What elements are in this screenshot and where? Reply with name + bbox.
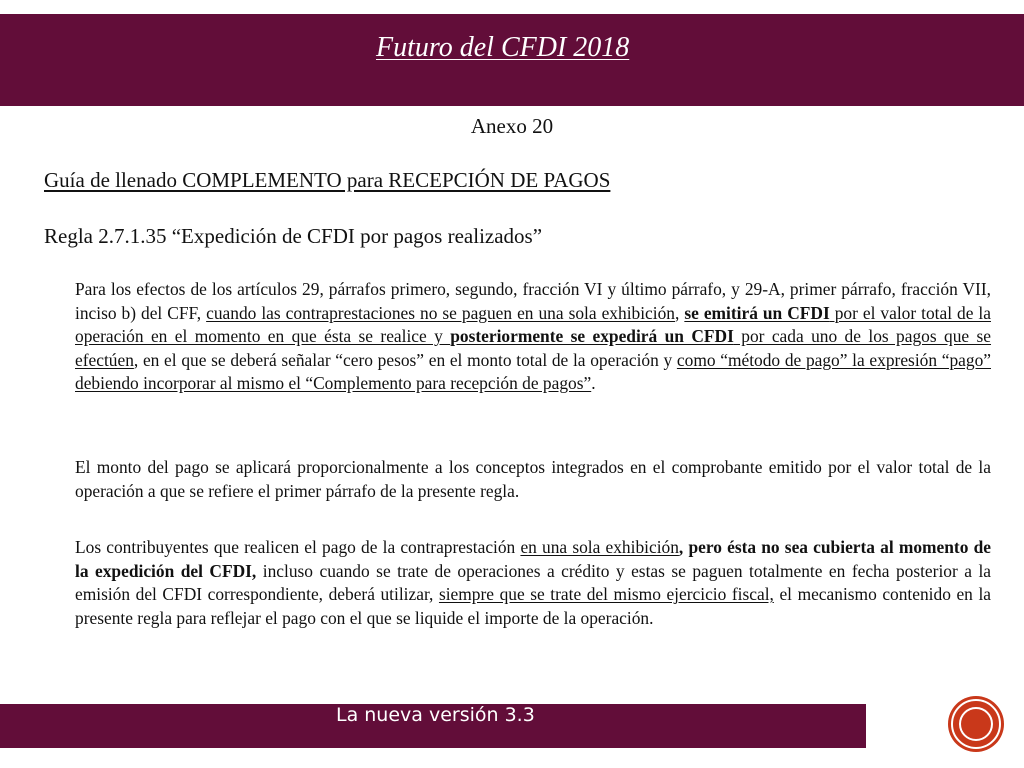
- guide-heading: Guía de llenado COMPLEMENTO para RECEPCIÓN DE PAGOS: [44, 168, 611, 192]
- p1-bold-2: posteriormente se expedirá un CFDI: [450, 326, 734, 346]
- p1-underline-3: por cada uno de los pagos que se efectúen: [75, 326, 992, 370]
- p1-bold-1: se emitirá un CFDI: [684, 302, 830, 323]
- p1-text-4: .: [591, 373, 596, 393]
- footer-text: La nueva versión 3.3: [336, 704, 535, 726]
- p3-text-3: el mecanismo contenido en la presente regla para reflejar el pago con el que se liquide el importe de la operación.: [75, 584, 991, 628]
- rule-heading: Regla 2.7.1.35 “Expedición de CFDI por pagos realizados”: [44, 224, 543, 248]
- p3-bold-1: , pero ésta no sea cubierta al momento de la expedición del CFDI,: [75, 537, 991, 581]
- p1-underline-2: por el valor total de la operación en el momento en que ésta se realice y: [75, 302, 991, 346]
- p1-text-1: Para los efectos de los artículos 29, párrafos primero, segundo, fracción VI y último párrafo, y 29-A, primer párrafo, fracción VII, inciso b) del CFF,: [75, 279, 991, 323]
- p1-underline-4: como “método de pago” la expresión “pago” debiendo incorporar al mismo el “Complemento para recepción de pagos”: [75, 349, 991, 393]
- slide-title: Futuro del CFDI 2018: [376, 32, 630, 63]
- p1-text-3: , en el que se deberá señalar “cero pesos” en el monto total de la operación y: [133, 349, 677, 370]
- p3-text-2: incluso cuando se trate de operaciones a crédito y estas se paguen totalmente en fecha posterior a la emisión del CFDI correspondiente, deberá utilizar,: [75, 560, 991, 604]
- p3-underline-1: en una sola exhibición: [520, 537, 679, 557]
- p3-underline-2: siempre que se trate del mismo ejercicio fiscal,: [438, 584, 774, 604]
- slide-subtitle: Anexo 20: [470, 114, 554, 138]
- p1-underline-1: cuando las contraprestaciones no se paguen en una sola exhibición: [206, 302, 675, 323]
- paragraph-1: [75, 278, 991, 396]
- logo-inner-ring: [959, 707, 993, 741]
- p3-text-1: Los contribuyentes que realicen el pago de la contraprestación: [75, 537, 521, 557]
- logo-circle-icon: [951, 699, 1001, 749]
- paragraph-3: [75, 536, 991, 630]
- paragraph-2: El monto del pago se aplicará proporcionalmente a los conceptos integrados en el comprobante emitido por el valor total de la operación a que se refiere el primer párrafo de la presente regla.: [75, 457, 991, 501]
- p1-text-2: ,: [675, 302, 685, 323]
